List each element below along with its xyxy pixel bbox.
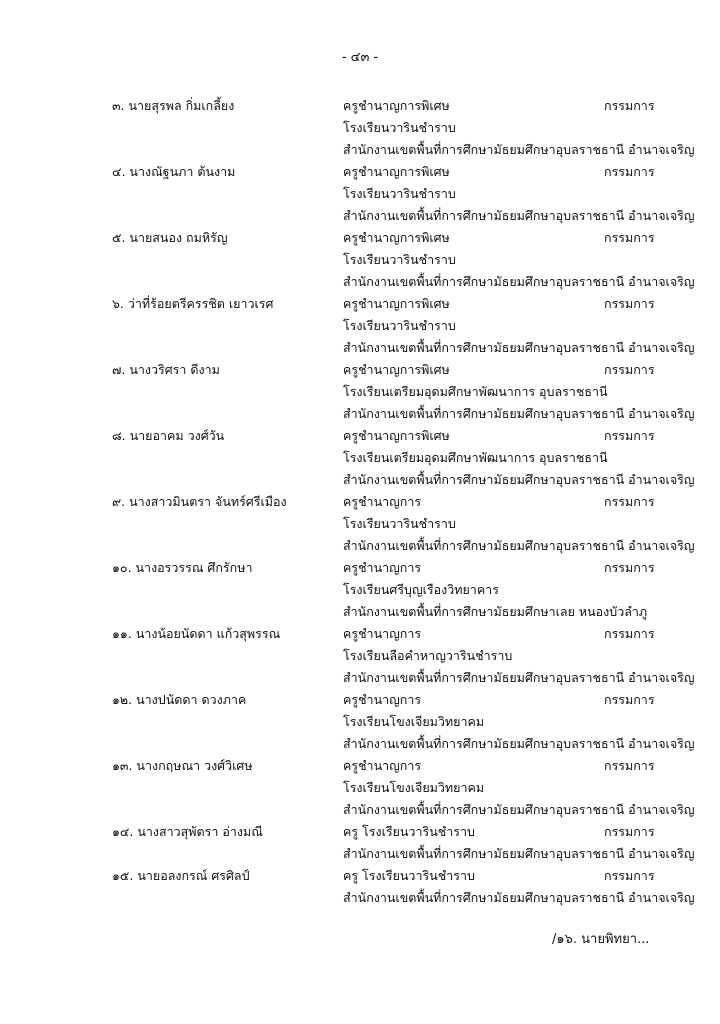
member-affiliation: โรงเรียนเตรียมอุดมศึกษาพัฒนาการ อุบลราชธานี — [343, 384, 608, 399]
member-affiliation: สำนักงานเขตพื้นที่การศึกษามัธยมศึกษาอุบลราชธานี อำนาจเจริญ — [343, 890, 695, 905]
member-role: กรรมการ — [604, 824, 655, 839]
member-affiliation: สำนักงานเขตพื้นที่การศึกษามัธยมศึกษาอุบลราชธานี อำนาจเจริญ — [343, 208, 695, 223]
member-name: ๑๕. นายอลงกรณ์ ศรศิลป์ — [112, 868, 250, 883]
member-position: ครูชำนาญการ — [343, 626, 422, 641]
member-affiliation: สำนักงานเขตพื้นที่การศึกษามัธยมศึกษาอุบลราชธานี อำนาจเจริญ — [343, 736, 695, 751]
member-role: กรรมการ — [604, 692, 655, 707]
member-name: ๕. นายสนอง ถมหิรัญ — [112, 230, 228, 245]
member-role: กรรมการ — [604, 758, 655, 773]
member-name: ๑๒. นางปนัดดา ดวงภาค — [112, 692, 247, 707]
member-affiliation: สำนักงานเขตพื้นที่การศึกษามัธยมศึกษาเลย หนองบัวลำภู — [343, 604, 648, 619]
member-affiliation: สำนักงานเขตพื้นที่การศึกษามัธยมศึกษาอุบลราชธานี อำนาจเจริญ — [343, 670, 695, 685]
member-position: ครู โรงเรียนวารินชำราบ — [343, 868, 475, 883]
member-name: ๔. นางณัฐนภา ต้นงาม — [112, 164, 236, 179]
member-role: กรรมการ — [604, 164, 655, 179]
member-name: ๑๐. นางอรวรรณ ศึกรักษา — [112, 560, 253, 575]
member-name: ๑๓. นางกฤษณา วงศ์วิเศษ — [112, 758, 253, 773]
member-role: กรรมการ — [604, 230, 655, 245]
member-position: ครูชำนาญการพิเศษ — [343, 428, 450, 443]
member-affiliation: สำนักงานเขตพื้นที่การศึกษามัธยมศึกษาอุบลราชธานี อำนาจเจริญ — [343, 340, 695, 355]
member-role: กรรมการ — [604, 98, 655, 113]
member-role: กรรมการ — [604, 626, 655, 641]
member-affiliation: โรงเรียนวารินชำราบ — [343, 252, 456, 267]
member-name: ๑๔. นางสาวสุพัตรา อ่างมณี — [112, 824, 263, 839]
member-affiliation: โรงเรียนวารินชำราบ — [343, 318, 456, 333]
member-affiliation: สำนักงานเขตพื้นที่การศึกษามัธยมศึกษาอุบลราชธานี อำนาจเจริญ — [343, 274, 695, 289]
member-affiliation: โรงเรียนเตรียมอุดมศึกษาพัฒนาการ อุบลราชธานี — [343, 450, 608, 465]
member-position: ครูชำนาญการ — [343, 560, 422, 575]
member-name: ๓. นายสุรพล กิ่มเกลี้ยง — [112, 98, 235, 113]
member-affiliation: สำนักงานเขตพื้นที่การศึกษามัธยมศึกษาอุบลราชธานี อำนาจเจริญ — [343, 538, 695, 553]
member-role: กรรมการ — [604, 428, 655, 443]
member-role: กรรมการ — [604, 494, 655, 509]
member-name: ๘. นายอาคม วงศ์วัน — [112, 428, 225, 443]
member-affiliation: สำนักงานเขตพื้นที่การศึกษามัธยมศึกษาอุบลราชธานี อำนาจเจริญ — [343, 142, 695, 157]
member-name: ๑๑. นางน้อยนัดดา แก้วสุพรรณ — [112, 626, 281, 641]
member-affiliation: โรงเรียนศรีบุญเรืองวิทยาคาร — [343, 582, 499, 597]
member-position: ครูชำนาญการ — [343, 494, 422, 509]
member-position: ครูชำนาญการพิเศษ — [343, 98, 450, 113]
member-position: ครูชำนาญการ — [343, 758, 422, 773]
member-position: ครูชำนาญการ — [343, 692, 422, 707]
member-position: ครูชำนาญการพิเศษ — [343, 230, 450, 245]
member-role: กรรมการ — [604, 362, 655, 377]
member-affiliation: โรงเรียนโขงเจียมวิทยาคม — [343, 714, 485, 729]
member-affiliation: โรงเรียนวารินชำราบ — [343, 186, 456, 201]
member-role: กรรมการ — [604, 560, 655, 575]
member-affiliation: โรงเรียนโขงเจียมวิทยาคม — [343, 780, 485, 795]
member-affiliation: โรงเรียนวารินชำราบ — [343, 120, 456, 135]
member-affiliation: สำนักงานเขตพื้นที่การศึกษามัธยมศึกษาอุบลราชธานี อำนาจเจริญ — [343, 472, 695, 487]
member-name: ๖. ว่าที่ร้อยตรีครรชิต เยาวเรศ — [112, 296, 274, 311]
member-affiliation: สำนักงานเขตพื้นที่การศึกษามัธยมศึกษาอุบลราชธานี อำนาจเจริญ — [343, 406, 695, 421]
continuation-text: /๑๖. นายพิทยา... — [552, 932, 650, 947]
member-position: ครูชำนาญการพิเศษ — [343, 296, 450, 311]
member-role: กรรมการ — [604, 296, 655, 311]
member-affiliation: สำนักงานเขตพื้นที่การศึกษามัธยมศึกษาอุบลราชธานี อำนาจเจริญ — [343, 802, 695, 817]
member-affiliation: โรงเรียนวารินชำราบ — [343, 516, 456, 531]
member-position: ครูชำนาญการพิเศษ — [343, 164, 450, 179]
member-name: ๙. นางสาวมินตรา จันทร์ศรีเมือง — [112, 494, 287, 509]
member-name: ๗. นางวริศรา ดีงาม — [112, 362, 220, 377]
member-role: กรรมการ — [604, 868, 655, 883]
member-affiliation: โรงเรียนลือคำหาญวารินชำราบ — [343, 648, 513, 663]
member-position: ครูชำนาญการพิเศษ — [343, 362, 450, 377]
page-number: - ๔๓ - — [341, 50, 379, 65]
member-position: ครู โรงเรียนวารินชำราบ — [343, 824, 475, 839]
member-affiliation: สำนักงานเขตพื้นที่การศึกษามัธยมศึกษาอุบลราชธานี อำนาจเจริญ — [343, 846, 695, 861]
